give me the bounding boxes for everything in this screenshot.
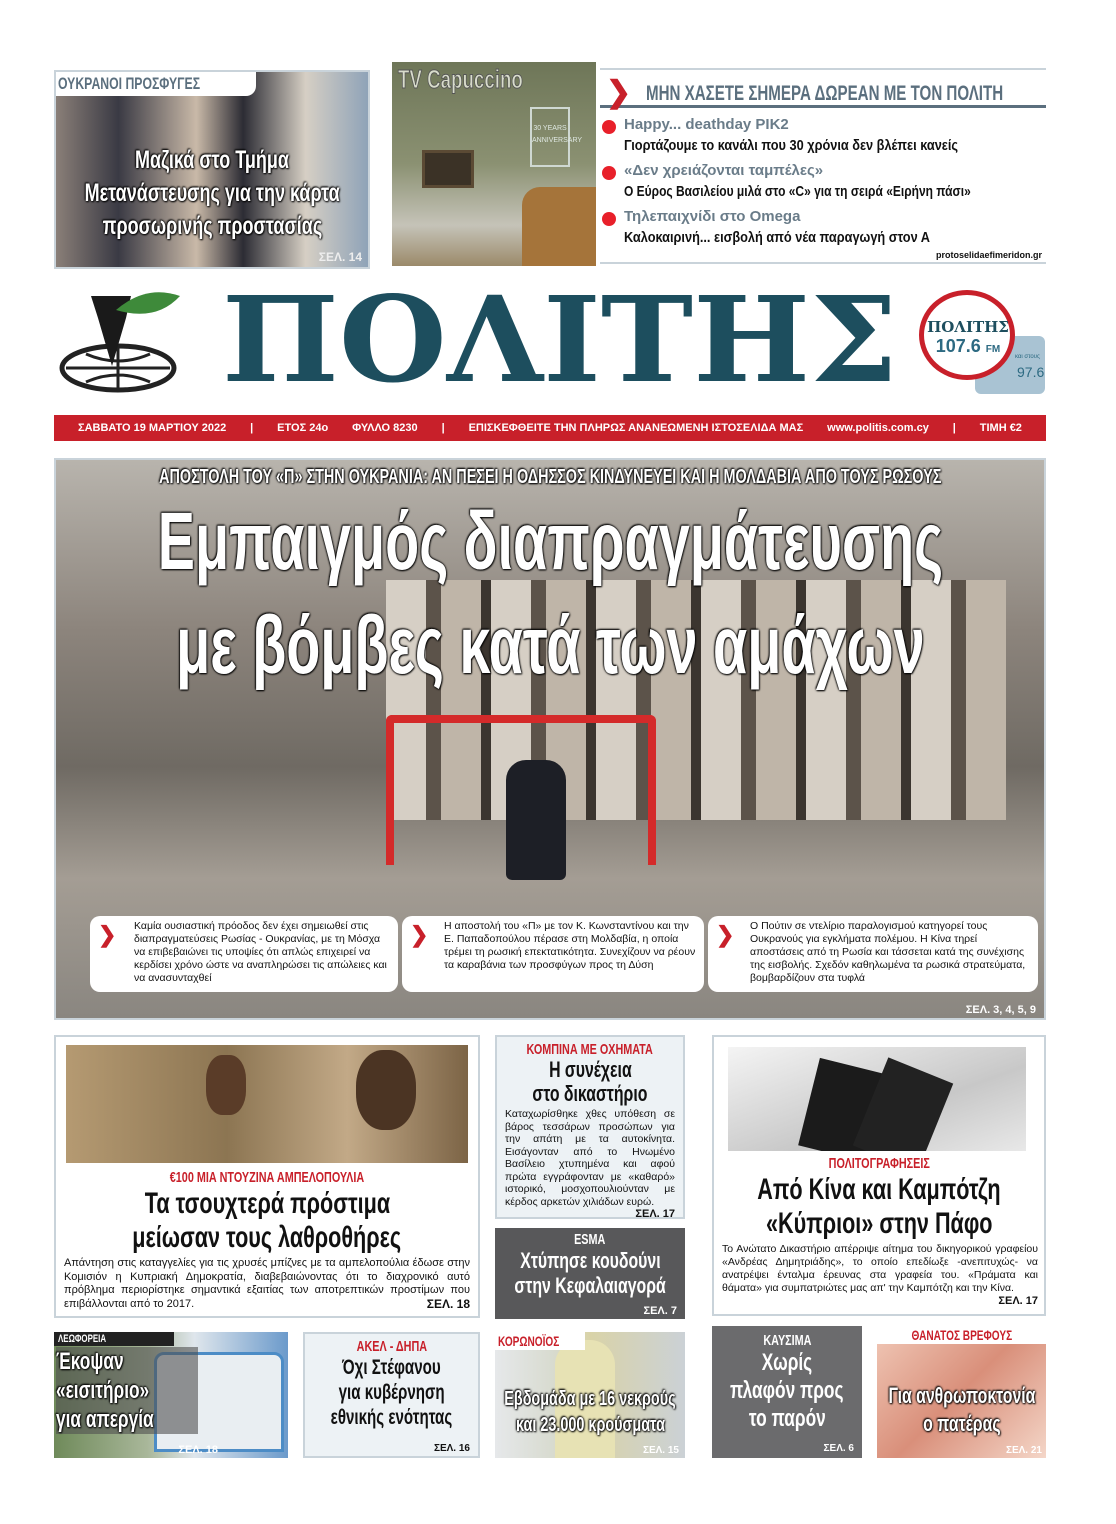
radio-fm: FM — [985, 344, 1001, 355]
page-ref: ΣΕΛ. 18 — [178, 1444, 218, 1456]
promo-title: Γιορτάζουμε το κανάλι που 30 χρόνια δεν βλέπει κανείς — [624, 137, 959, 154]
kicker: ΠΟΛΙΤΟΓΡΑΦΗΣΕΙΣ — [828, 1155, 930, 1172]
body-text: Απάντηση στις καταγγελίες για τις χρυσές μπίζνες με τα αμπελοπούλια έδωσε στην Κομισιόν η Κυπριακή Δημοκρατία, διαβεβαιώνοντας ότι το διαχρονικό αυτό πρόβλημα περιορίστηκε σημαντικά εξαιτίας των αποτρεπτικών προστίμων που επιβάλλονται από το 2017. — [64, 1257, 470, 1310]
divider: | — [250, 422, 254, 434]
lead-kicker: ΑΠΟΣΤΟΛΗ ΤΟΥ «Π» ΣΤΗΝ ΟΥΚΡΑΝΙΑ: ΑΝ ΠΕΣΕΙ Η ΟΔΗΣΣΟΣ ΚΙΝΔΥΝΕΥΕΙ ΚΑΙ Η ΜΟΛΔΑΒΙΑ ΑΠΟ ΤΟΥΣ ΡΩΣΟΥΣ — [158, 466, 942, 488]
promo-item[interactable] — [600, 162, 1046, 208]
radio-logo[interactable] — [915, 288, 1045, 396]
masthead-title: ΠΟΛΙΤΗΣ — [222, 270, 898, 409]
headline: Χωρίς πλαφόν προς το παρόν — [730, 1349, 844, 1432]
dateline-bar — [54, 415, 1046, 441]
chevron-right-icon: ❯ — [606, 76, 632, 109]
price: ΤΙΜΗ €2 — [979, 422, 1022, 434]
chevron-right-icon: ❯ — [410, 922, 429, 947]
promo-header — [600, 76, 1046, 109]
body-text: Το Ανώτατο Δικαστήριο απέρριψε αίτημα του δικηγορικού γραφείου «Ανδρέας Δημητριάδης», το οποίο επεδίωξε -ανεπιτυχώς- να ανατρέψει ένταλμα έρευνας στα γραφεία του. «Πράματα και θάματα» για συμπατριώτες μας απ' την Καμπότζη και την Κίνα. — [722, 1243, 1038, 1294]
headline-line: Μετανάστευσης για την κάρτα — [84, 179, 340, 207]
issue-number: ΦΥΛΛΟ 8230 — [352, 422, 418, 434]
covid-story[interactable] — [495, 1332, 685, 1458]
body-block — [722, 1243, 1038, 1308]
chevron-right-icon: ❯ — [716, 922, 735, 947]
promo-item[interactable] — [600, 116, 1046, 162]
headline: Όχι Στέφανου για κυβέρνηση εθνικής ενότητας — [330, 1356, 453, 1429]
tv-logo: TV Capuccino — [398, 64, 523, 94]
page-ref: ΣΕΛ. 6 — [823, 1443, 854, 1454]
page-ref: ΣΕΛ. 21 — [1005, 1445, 1042, 1456]
section-label — [56, 72, 256, 96]
kicker: ΚΑΥΣΙΜΑ — [762, 1332, 812, 1349]
page-ref: ΣΕΛ. 16 — [433, 1443, 470, 1454]
website-text: ΕΠΙΣΚΕΦΘΕΙΤΕ ΤΗΝ ΠΛΗΡΩΣ ΑΝΑΝΕΩΜΕΝΗ ΙΣΤΟΣΕΛΙΔΑ ΜΑΣ — [468, 422, 804, 434]
akel-story[interactable] — [303, 1332, 480, 1458]
promo-header-text: ΜΗΝ ΧΑΣΕΤΕ ΣΗΜΕΡΑ ΔΩΡΕΑΝ ΜΕ ΤΟΝ ΠΟΛΙΤΗ — [646, 82, 1004, 105]
callout: ❯ Η αποστολή του «Π» με τον Κ. Κωνσταντίνου και την Ε. Παπαδοπούλου πέρασε στη Μολδαβία, η οποία τρέμει τη ρωσική επεκτατικότητα. Συνεχίζουν να ρέουν τα καραβάνια των προσφύγων προς τη Δύση — [402, 916, 704, 992]
body-block — [64, 1257, 470, 1311]
buses-story[interactable] — [54, 1332, 288, 1458]
date: ΣΑΒΒΑΤΟ 19 ΜΑΡΤΙΟΥ 2022 — [78, 422, 227, 434]
headline: Χτύπησε κουδούνι στην Κεφαλαιαγορά — [514, 1248, 666, 1298]
birds-photo — [66, 1045, 468, 1163]
headline: Η συνέχεια στο δικαστήριο — [532, 1057, 648, 1106]
infant-death-story[interactable] — [877, 1326, 1046, 1458]
anniversary-badge: 30 YEARS ANNIVERSARY — [530, 107, 570, 167]
lead-headline — [56, 490, 1044, 698]
kicker: ΚΟΜΠΙΝΑ ΜΕ ΟΧΗΜΑΤΑ — [526, 1041, 654, 1058]
radio-alt-label: και στους — [1015, 354, 1040, 360]
birds-story[interactable] — [54, 1035, 480, 1318]
headline-line: προσωρινής προστασίας — [102, 212, 322, 240]
radio-name: ΠΟΛΙΤΗΣ — [927, 318, 1009, 336]
promo-title: Καλοκαιρινή... εισβολή από νέα παραγωγή στον Α — [624, 229, 930, 246]
esma-story[interactable] — [495, 1228, 685, 1319]
page-ref: ΣΕΛ. 18 — [426, 1296, 470, 1311]
page-ref: ΣΕΛ. 15 — [642, 1445, 679, 1456]
headline: Εβδομάδα με 16 νεκρούς και 23.000 κρούσματα — [504, 1388, 676, 1436]
tv-supplement-cover[interactable] — [392, 62, 596, 266]
callout: ❯ Ο Πούτιν σε ντελίριο παραλογισμού κατηγορεί τους Ουκρανούς για εγκλήματα πολέμου. Η Κίνα τηρεί αποστάσεις από τη Ρωσία και τάσσεται κατά της συνέχισης της εισβολής. Σχεδόν καθηλωμένα τα ρωσικά στρατεύματα, βομβαρδίζουν στα τυφλά — [708, 916, 1038, 992]
promo-title: Ο Εύρος Βασιλείου μιλά στο «C» για τη σειρά «Ειρήνη πάσι» — [624, 183, 971, 200]
bullet-dot-icon — [602, 166, 616, 180]
radio-alt-frequency: 97.6 — [1017, 364, 1045, 380]
tv-set-icon — [422, 150, 474, 188]
promo-item[interactable] — [600, 208, 1046, 260]
page-ref: ΣΕΛ. 7 — [643, 1305, 677, 1317]
cars-story[interactable] — [495, 1035, 685, 1219]
website-link[interactable]: www.politis.com.cy — [827, 422, 929, 434]
headline-line: Μαζικά στο Τμήμα — [134, 146, 290, 174]
page-ref: ΣΕΛ. 17 — [635, 1208, 675, 1220]
promo-kicker: Τηλεπαιχνίδι στο Omega — [624, 208, 801, 225]
headline: Για ανθρωποκτονία ο πατέρας — [888, 1383, 1035, 1436]
divider: | — [441, 422, 445, 434]
promo-kicker: Happy... deathday PIK2 — [624, 116, 789, 133]
page-ref: ΣΕΛ. 17 — [998, 1295, 1038, 1307]
passports-photo — [728, 1047, 1026, 1151]
kicker: ΛΕΩΦΟΡΕΙΑ — [58, 1333, 107, 1345]
headline: Έκοψαν «εισιτήριο» για απεργία — [56, 1347, 198, 1434]
kicker: ΑΚΕΛ - ΔΗΠΑ — [356, 1338, 427, 1355]
kicker: €100 ΜΙΑ ΝΤΟΥΖΙΝΑ ΑΜΠΕΛΟΠΟΥΛΙΑ — [169, 1169, 365, 1186]
page-ref: ΣΕΛ. 3, 4, 5, 9 — [965, 1004, 1036, 1016]
kicker: ESMA — [574, 1231, 606, 1248]
child-on-swing — [506, 760, 566, 880]
pen-globe-logo — [56, 288, 180, 396]
lead-story[interactable] — [54, 458, 1046, 1020]
kicker: ΚΟΡΩΝΟΪΟΣ — [498, 1333, 560, 1349]
label-text: ΟΥΚΡΑΝΟΙ ΠΡΟΣΦΥΓΕΣ — [58, 74, 201, 93]
bullet-dot-icon — [602, 120, 616, 134]
headline: Τα τσουχτερά πρόστιμα μείωσαν τους λαθροθήρες — [132, 1187, 402, 1254]
promo-box — [600, 68, 1046, 264]
headline: Από Κίνα και Καμπότζη «Κύπριοι» στην Πάφο — [757, 1173, 1001, 1240]
body-text: Καταχωρίσθηκε χθες υπόθεση σε βάρος τεσσάρων προσώπων για την απάτη με τα αυτοκίνητα. Εισάγονταν από το Ηνωμένο Βασίλειο χτυπημένα και αφού πρώτα εγγράφονταν με «καθαρό» ιστορικό, μοσχοπουλιούνταν με κέρδος αρκετών χιλιάδων ευρώ. — [505, 1108, 675, 1208]
chevron-right-icon: ❯ — [98, 922, 117, 947]
refugees-story[interactable] — [54, 70, 370, 269]
promo-kicker: «Δεν χρειάζονται ταμπέλες» — [624, 162, 824, 179]
headline-line: με βόμβες κατά των αμάχων — [175, 600, 925, 691]
radio-frequency: 107.6 — [935, 336, 981, 356]
armchair-icon — [522, 187, 596, 266]
year: ΕΤΟΣ 24ο — [277, 422, 329, 434]
headline — [56, 144, 368, 243]
body-block — [505, 1108, 675, 1220]
page-ref: ΣΕΛ. 14 — [318, 250, 362, 264]
callout: ❯ Καμία ουσιαστική πρόοδος δεν έχει σημειωθεί στις διαπραγματεύσεις Ρωσίας - Ουκρανίας, με τη Μόσχα να επιβεβαιώνει τις υποψίες ότι απλώς επιχειρεί να κερδίσει χρόνο ώστε να αναπληρώσει τις απώλειες και να ανασυνταχθεί — [90, 916, 398, 992]
watermark: protoselidaefimeridon.gr — [935, 250, 1042, 260]
fuel-story[interactable] — [712, 1326, 862, 1458]
headline-line: Εμπαιγμός διαπραγμάτευσης — [157, 496, 943, 587]
bullet-dot-icon — [602, 212, 616, 226]
passports-story[interactable] — [712, 1035, 1046, 1316]
kicker: ΘΑΝΑΤΟΣ ΒΡΕΦΟΥΣ — [911, 1327, 1012, 1343]
divider: | — [952, 422, 956, 434]
